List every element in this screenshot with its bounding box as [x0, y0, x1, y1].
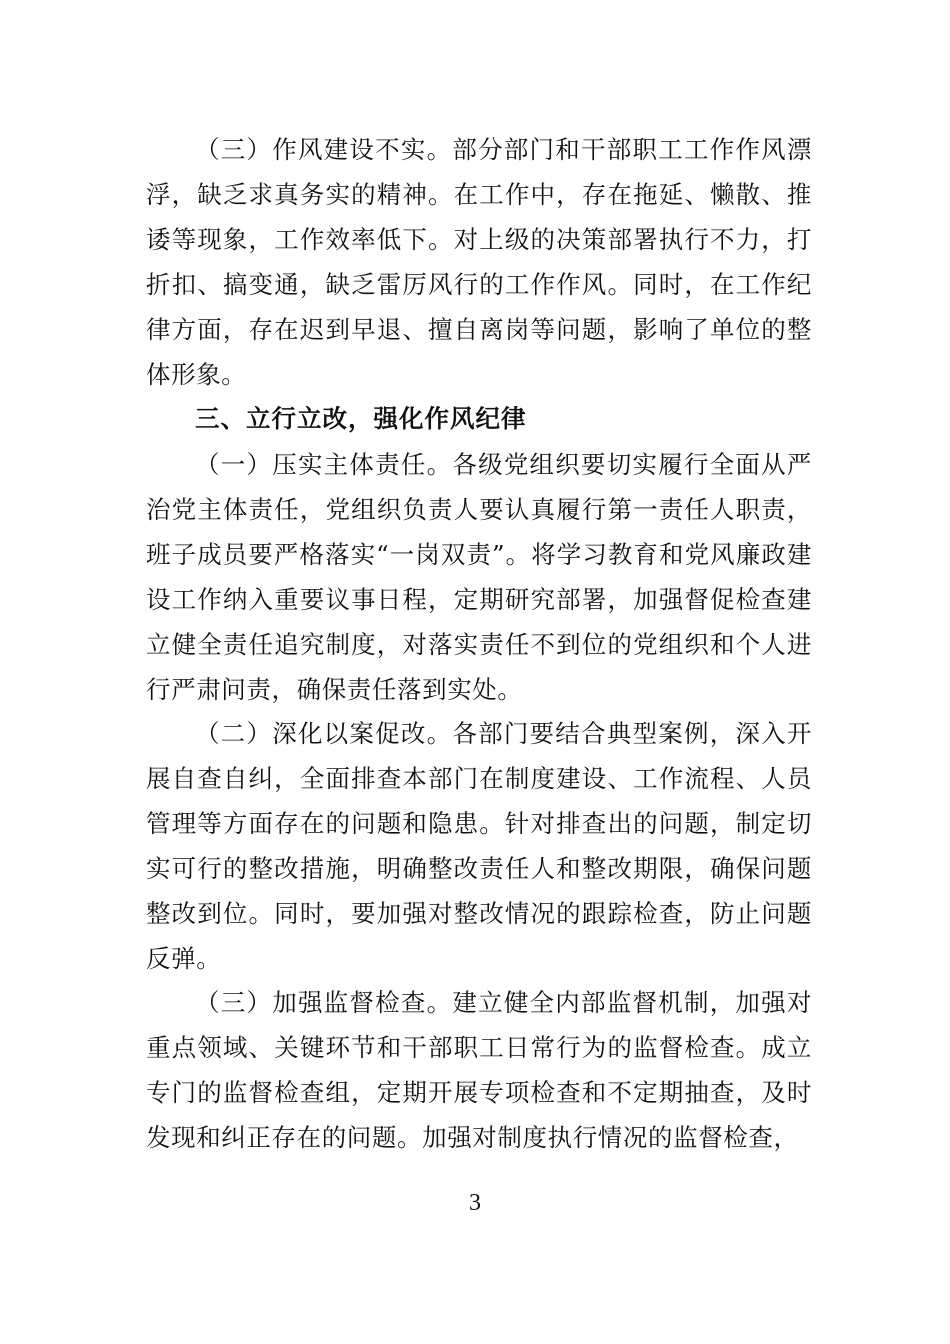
page-number: 3 — [469, 1190, 481, 1216]
section-work-style-paragraph — [146, 127, 812, 398]
section-responsibility-paragraph — [146, 442, 812, 713]
paragraph-work-style-issue: （三）作风建设不实。部分部门和干部职工工作作风漂浮，缺乏求真务实的精神。在工作中，存在拖延、懒散、推诿等现象，工作效率低下。对上级的决策部署执行不力，打折扣、搞变通，缺乏雷厉风行的工作作风。同时，在工作纪律方面，存在迟到早退、擅自离岗等问题，影响了单位的整体形象。 — [146, 135, 812, 390]
section-heading-block — [146, 396, 812, 441]
paragraph-supervision: （三）加强监督检查。建立健全内部监督机制，加强对重点领域、关键环节和干部职工日常行为的监督检查。成立专门的监督检查组，定期开展专项检查和不定期抽查，及时发现和纠正存在的问题。加强对制度执行情况的监督检查， — [146, 988, 812, 1153]
section-heading: 三、立行立改，强化作风纪律 — [195, 404, 527, 433]
section-case-reform-paragraph — [146, 711, 812, 982]
section-supervision-paragraph — [146, 980, 812, 1160]
paragraph-case-reform: （二）深化以案促改。各部门要结合典型案例，深入开展自查自纠，全面排查本部门在制度建设、工作流程、人员管理等方面存在的问题和隐患。针对排查出的问题，制定切实可行的整改措施，明确整改责任人和整改期限，确保问题整改到位。同时，要加强对整改情况的跟踪检查，防止问题反弹。 — [146, 719, 812, 974]
paragraph-main-responsibility: （一）压实主体责任。各级党组织要切实履行全面从严治党主体责任，党组织负责人要认真履行第一责任人职责，班子成员要严格落实“一岗双责”。将学习教育和党风廉政建设工作纳入重要议事日程，定期研究部署，加强督促检查建立健全责任追究制度，对落实责任不到位的党组织和个人进行严肃问责，确保责任落到实处。 — [146, 450, 812, 705]
